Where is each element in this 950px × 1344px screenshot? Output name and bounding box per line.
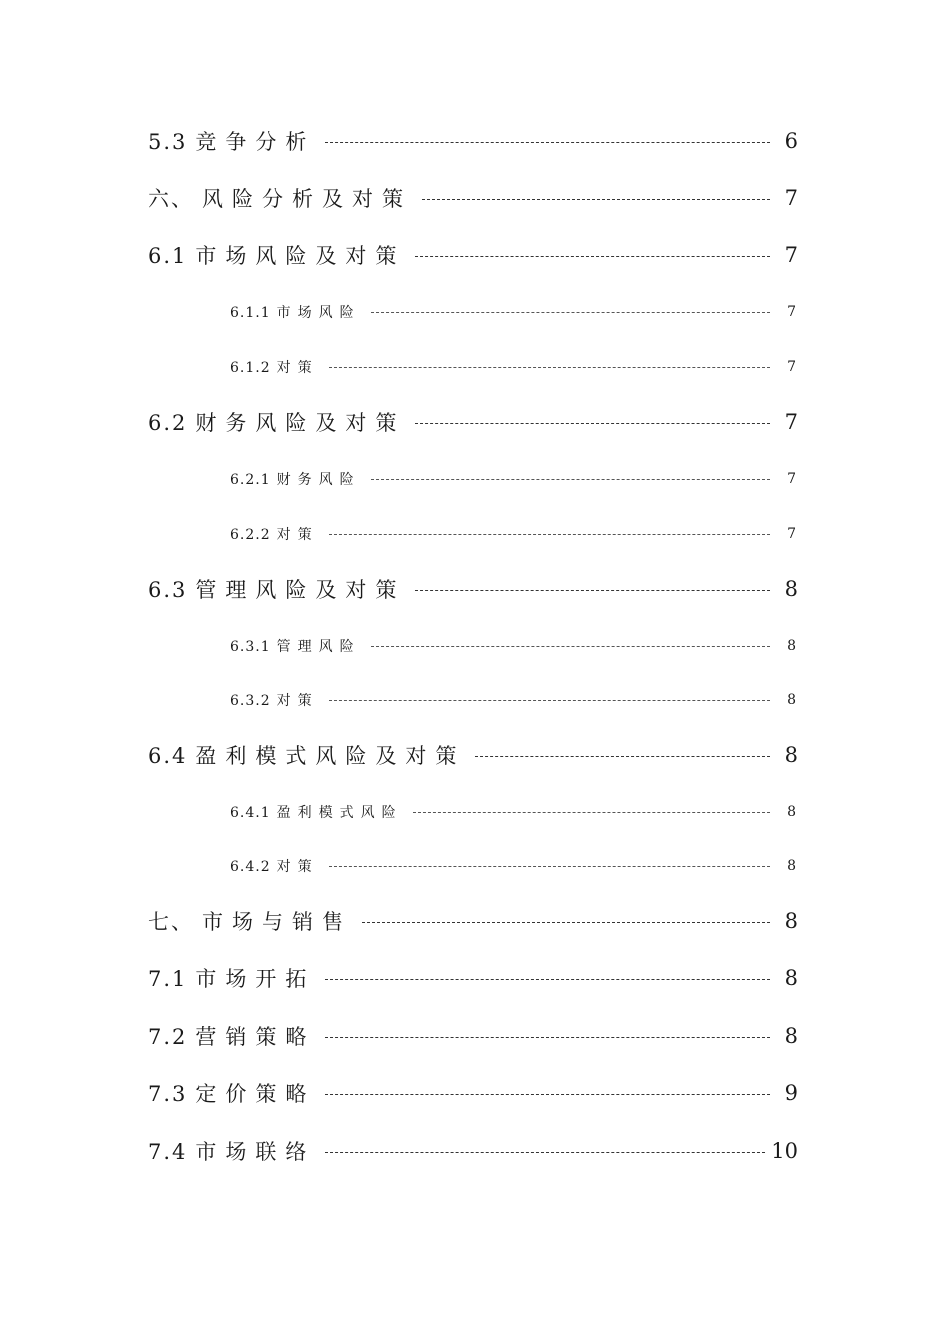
toc-dot-leader [325, 1037, 770, 1038]
toc-entry-label [148, 407, 413, 437]
toc-entry-number: 7.4 [148, 1140, 188, 1164]
toc-dot-leader [325, 142, 770, 143]
toc-page-number: 7 [784, 186, 798, 210]
toc-entry-title: 市场开拓 [195, 967, 316, 991]
toc-entry-title: 市场风险及对策 [195, 244, 406, 268]
toc-dot-leader [371, 646, 770, 647]
toc-page-number: 8 [784, 577, 798, 601]
toc-entry-title: 管理风险及对策 [195, 578, 406, 602]
toc-entry-title: 营销策略 [195, 1025, 316, 1049]
toc-dot-leader [329, 534, 770, 535]
toc-subentry[interactable] [230, 523, 796, 545]
toc-entry[interactable] [148, 407, 798, 437]
toc-entry-label [230, 302, 369, 322]
toc-entry[interactable] [148, 183, 798, 213]
toc-entry-number: 七、 [148, 910, 194, 934]
toc-page-number: 8 [787, 638, 796, 654]
toc-page-number: 7 [787, 359, 796, 375]
toc-entry-label [148, 183, 420, 213]
toc-dot-leader [422, 199, 770, 200]
toc-page-number: 8 [787, 858, 796, 874]
toc-entry-number: 6.2.2 [230, 527, 271, 543]
toc-entry-number: 5.3 [148, 130, 188, 154]
toc-dot-leader [415, 423, 770, 424]
toc-page-number: 10 [771, 1139, 798, 1163]
toc-entry-number: 6.3 [148, 578, 188, 602]
toc-entry-number: 6.4 [148, 744, 188, 768]
toc-entry[interactable] [148, 1136, 798, 1166]
toc-page-number: 9 [784, 1081, 798, 1105]
toc-page-number: 8 [784, 909, 798, 933]
toc-entry-title: 财务风险及对策 [195, 411, 406, 435]
toc-page-number: 7 [787, 526, 796, 542]
toc-dot-leader [413, 812, 770, 813]
toc-entry-label [148, 906, 360, 936]
toc-entry-title: 对策 [276, 360, 319, 376]
toc-entry-label [148, 1136, 323, 1166]
toc-entry-number: 6.1.2 [230, 360, 271, 376]
toc-subentry[interactable] [230, 301, 796, 323]
toc-page-number: 6 [784, 129, 798, 153]
toc-entry-label [230, 636, 369, 656]
toc-dot-leader [371, 479, 770, 480]
toc-entry-title: 管理风险 [276, 639, 361, 655]
toc-subentry[interactable] [230, 689, 796, 711]
toc-entry-number: 6.4.1 [230, 805, 271, 821]
toc-dot-leader [329, 866, 770, 867]
toc-subentry[interactable] [230, 801, 796, 823]
toc-entry-title: 财务风险 [276, 472, 361, 488]
toc-page-number: 7 [784, 243, 798, 267]
toc-dot-leader [329, 367, 770, 368]
toc-dot-leader [325, 1094, 770, 1095]
toc-entry-number: 7.1 [148, 967, 188, 991]
toc-entry-label [230, 856, 327, 876]
toc-entry-title: 市场联络 [195, 1140, 316, 1164]
toc-entry[interactable] [148, 1078, 798, 1108]
toc-page-number: 7 [787, 304, 796, 320]
toc-entry-number: 6.2 [148, 411, 188, 435]
toc-dot-leader [362, 922, 770, 923]
toc-entry[interactable] [148, 963, 798, 993]
toc-entry-number: 6.1.1 [230, 305, 271, 321]
toc-entry[interactable] [148, 906, 798, 936]
toc-entry-label [148, 574, 413, 604]
toc-entry[interactable] [148, 126, 798, 156]
toc-entry-title: 盈利模式风险 [276, 805, 403, 821]
toc-entry-number: 6.3.2 [230, 693, 271, 709]
toc-page-number: 8 [784, 743, 798, 767]
toc-dot-leader [415, 590, 770, 591]
toc-entry-label [230, 469, 369, 489]
toc-entry-label [230, 357, 327, 377]
toc-subentry[interactable] [230, 855, 796, 877]
toc-entry-number: 六、 [148, 187, 194, 211]
toc-entry-number: 6.2.1 [230, 472, 271, 488]
toc-entry-number: 6.4.2 [230, 859, 271, 875]
toc-entry-label [148, 1078, 323, 1108]
toc-entry-title: 定价策略 [195, 1082, 316, 1106]
toc-entry-number: 7.3 [148, 1082, 188, 1106]
toc-entry-title: 市场与销售 [202, 910, 352, 934]
toc-dot-leader [325, 979, 770, 980]
toc-dot-leader [329, 700, 770, 701]
toc-entry-label [148, 240, 413, 270]
toc-entry-title: 对策 [276, 527, 319, 543]
toc-entry[interactable] [148, 240, 798, 270]
toc-entry-number: 6.3.1 [230, 639, 271, 655]
toc-entry-number: 7.2 [148, 1025, 188, 1049]
toc-page-number: 7 [784, 410, 798, 434]
toc-entry-title: 盈利模式风险及对策 [195, 744, 466, 768]
toc-entry-label [148, 126, 323, 156]
toc-subentry[interactable] [230, 635, 796, 657]
toc-entry-title: 风险分析及对策 [202, 187, 412, 211]
toc-page-number: 8 [787, 692, 796, 708]
toc-dot-leader [325, 1152, 765, 1153]
toc-dot-leader [371, 312, 770, 313]
toc-entry-label [148, 963, 323, 993]
toc-entry-label [148, 1021, 323, 1051]
toc-page-number: 8 [784, 966, 798, 990]
toc-entry-label [230, 690, 327, 710]
toc-entry-title: 市场风险 [276, 305, 361, 321]
toc-entry[interactable] [148, 574, 798, 604]
toc-subentry[interactable] [230, 468, 796, 490]
toc-entry-label [148, 740, 473, 770]
toc-entry-label [230, 802, 411, 822]
toc-page-number: 7 [787, 471, 796, 487]
toc-page-number: 8 [787, 804, 796, 820]
toc-page-number: 8 [784, 1024, 798, 1048]
toc-subentry[interactable] [230, 356, 796, 378]
toc-entry-title: 对策 [276, 859, 319, 875]
toc-entry-title: 对策 [276, 693, 319, 709]
toc-entry[interactable] [148, 740, 798, 770]
toc-entry-label [230, 524, 327, 544]
toc-dot-leader [415, 256, 770, 257]
toc-dot-leader [475, 756, 770, 757]
toc-entry-number: 6.1 [148, 244, 188, 268]
toc-entry[interactable] [148, 1021, 798, 1051]
toc-entry-title: 竞争分析 [195, 130, 316, 154]
